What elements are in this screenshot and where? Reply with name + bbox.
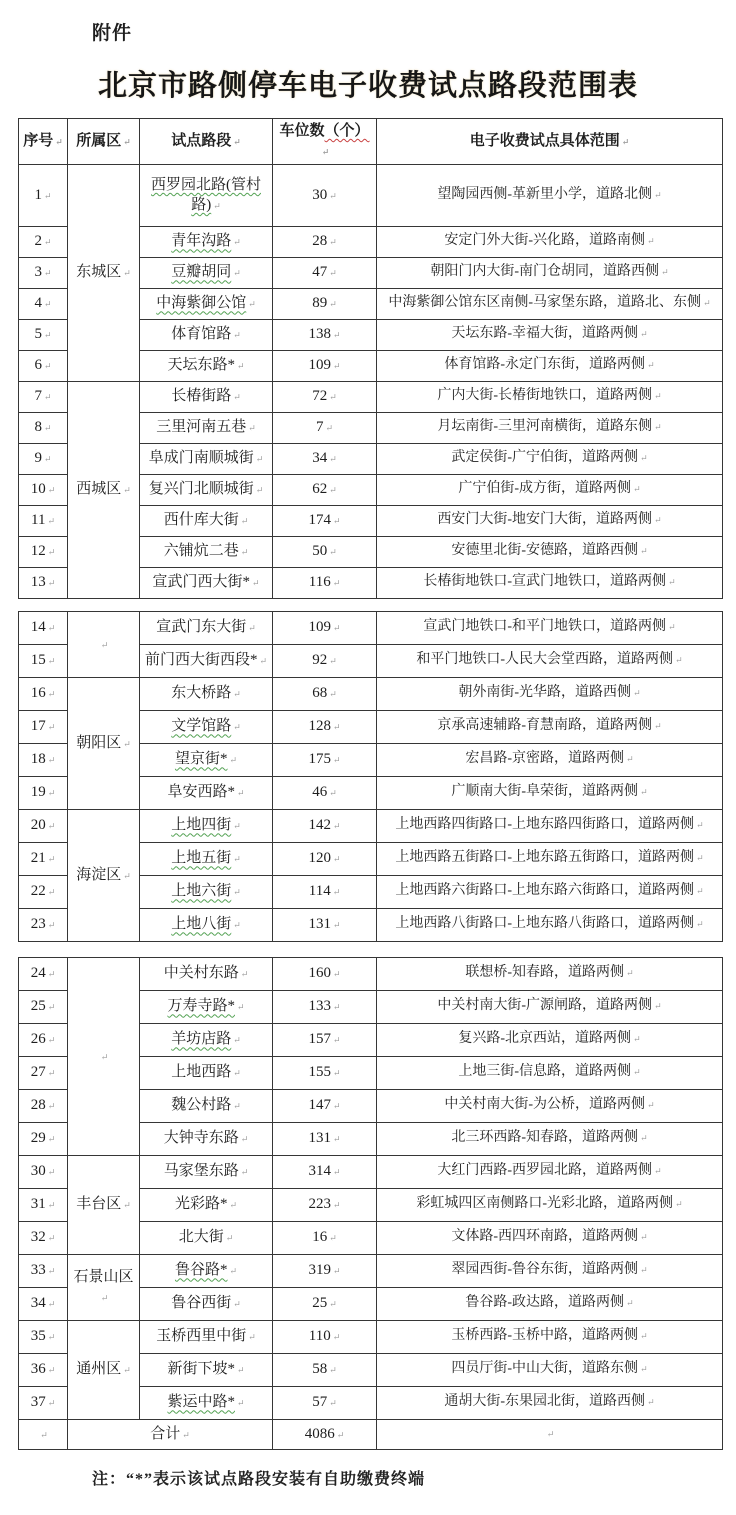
attachment-label: 附件 — [92, 23, 133, 44]
range-cell: 上地西路五街路口-上地东路五街路口，道路两侧 ↵ — [377, 842, 723, 875]
road-name: 体育馆路 — [171, 326, 232, 343]
seq-cell: 27 ↵ — [19, 1056, 68, 1089]
road-name: 六铺炕二巷 — [163, 543, 239, 560]
total-seq-cell — [19, 1419, 68, 1449]
table-row-20 — [19, 809, 723, 842]
road-cell — [140, 1122, 273, 1155]
spaces-cell: 155 ↵ — [273, 1056, 377, 1089]
seq-cell: 3 ↵ — [19, 257, 68, 288]
road-name: 西罗园北路(管村路) — [151, 176, 261, 213]
seq-cell: 17 ↵ — [19, 710, 68, 743]
seq-cell: 35 ↵ — [19, 1320, 68, 1353]
seq-cell: 33 ↵ — [19, 1254, 68, 1287]
seq-cell: 23 ↵ — [19, 908, 68, 941]
range-cell: 天坛东路-幸福大街，道路两侧 ↵ — [377, 319, 723, 350]
spaces-cell: 319 ↵ — [273, 1254, 377, 1287]
range-cell: 宣武门地铁口-和平门地铁口，道路两侧 ↵ — [377, 611, 723, 644]
road-name: 文学馆路 — [171, 718, 232, 735]
spaces-cell: 50 ↵ — [273, 536, 377, 567]
seq-cell: 11 ↵ — [19, 505, 68, 536]
spaces-cell: 89 ↵ — [273, 288, 377, 319]
road-cell — [140, 1254, 273, 1287]
spaces-cell: 30 ↵ — [273, 164, 377, 226]
road-cell — [140, 875, 273, 908]
road-cell — [140, 536, 273, 567]
seq-cell: 36 ↵ — [19, 1353, 68, 1386]
spaces-cell: 58 ↵ — [273, 1353, 377, 1386]
seq-cell: 25 ↵ — [19, 990, 68, 1023]
range-cell: 京承高速辅路-育慧南路，道路两侧 ↵ — [377, 710, 723, 743]
range-cell: 安定门外大街-兴化路，道路南侧 ↵ — [377, 226, 723, 257]
range-cell: 中海紫御公馆东区南侧-马家堡东路，道路北、东侧 ↵ — [377, 288, 723, 319]
road-cell — [140, 226, 273, 257]
road-cell — [140, 505, 273, 536]
road-cell — [140, 1023, 273, 1056]
total-row — [19, 1419, 723, 1449]
road-name: 青年沟路 — [171, 233, 232, 250]
table-row-33 — [19, 1254, 723, 1287]
range-cell: 广内大街-长椿街地铁口，道路两侧 ↵ — [377, 381, 723, 412]
district-cell: 丰台区 ↵ — [68, 1155, 140, 1254]
table-row-7 — [19, 381, 723, 412]
spaces-cell: 314 ↵ — [273, 1155, 377, 1188]
road-name: 阜安西路* — [167, 784, 235, 801]
table-row-14 — [19, 611, 723, 644]
column-header-2 — [68, 119, 140, 165]
road-cell — [140, 1320, 273, 1353]
range-cell: 月坛南街-三里河南横街，道路东侧 ↵ — [377, 412, 723, 443]
road-cell — [140, 743, 273, 776]
road-name: 新街下坡* — [167, 1361, 235, 1378]
spaces-cell: 120 ↵ — [273, 842, 377, 875]
road-name: 天坛东路* — [167, 357, 235, 374]
district-cell — [68, 957, 140, 1155]
district-cell: 朝阳区 ↵ — [68, 677, 140, 809]
road-name: 宣武门东大街 — [156, 619, 247, 636]
table-block-3 — [18, 957, 723, 1450]
spaces-cell: 68 ↵ — [273, 677, 377, 710]
road-cell — [140, 1089, 273, 1122]
column-header-label: 电子收费试点具体范围 — [469, 133, 620, 150]
road-cell — [140, 164, 273, 226]
column-header-5 — [377, 119, 723, 165]
road-cell — [140, 381, 273, 412]
spaces-cell: 157 ↵ — [273, 1023, 377, 1056]
table-block-1 — [18, 118, 723, 599]
road-name: 长椿街路 — [171, 388, 232, 405]
seq-cell: 26 ↵ — [19, 1023, 68, 1056]
page-title: 北京市路侧停车电子收费试点路段范围表 — [97, 70, 638, 102]
spaces-cell: 46 ↵ — [273, 776, 377, 809]
range-cell: 望陶园西侧-革新里小学，道路北侧 ↵ — [377, 164, 723, 226]
table-row-24 — [19, 957, 723, 990]
road-cell — [140, 710, 273, 743]
seq-cell: 32 ↵ — [19, 1221, 68, 1254]
range-cell: 彩虹城四区南侧路口-光彩北路，道路两侧 ↵ — [377, 1188, 723, 1221]
road-cell — [140, 990, 273, 1023]
road-cell — [140, 677, 273, 710]
spaces-cell: 131 ↵ — [273, 908, 377, 941]
column-header-label: 所属区 — [76, 133, 122, 150]
road-name: 西什库大街 — [163, 512, 239, 529]
road-name: 东大桥路 — [171, 685, 232, 702]
seq-cell: 22 ↵ — [19, 875, 68, 908]
road-cell — [140, 1056, 273, 1089]
road-name: 光彩路* — [174, 1196, 228, 1213]
road-name: 羊坊店路 — [171, 1031, 232, 1048]
spaces-cell: 160 ↵ — [273, 957, 377, 990]
seq-cell: 18 ↵ — [19, 743, 68, 776]
road-name: 大钟寺东路 — [163, 1130, 239, 1147]
seq-cell: 34 ↵ — [19, 1287, 68, 1320]
road-cell — [140, 1155, 273, 1188]
range-cell: 上地西路八街路口-上地东路八街路口，道路两侧 ↵ — [377, 908, 723, 941]
range-cell: 和平门地铁口-人民大会堂西路，道路两侧 ↵ — [377, 644, 723, 677]
district-cell — [68, 611, 140, 677]
road-cell — [140, 957, 273, 990]
road-name: 上地西路 — [171, 1064, 232, 1081]
seq-cell: 16 ↵ — [19, 677, 68, 710]
road-cell — [140, 350, 273, 381]
spaces-cell: 175 ↵ — [273, 743, 377, 776]
district-cell: 东城区 ↵ — [68, 164, 140, 381]
road-name: 中海紫御公馆 — [156, 295, 247, 312]
road-name: 北大街 — [178, 1229, 224, 1246]
column-header-3 — [140, 119, 273, 165]
range-cell: 体育馆路-永定门东街，道路两侧 ↵ — [377, 350, 723, 381]
road-name: 玉桥西里中街 — [156, 1328, 247, 1345]
footnote: 注：“*”表示该试点路段安装有自助缴费终端 — [92, 1470, 426, 1488]
seq-cell: 7 ↵ — [19, 381, 68, 412]
seq-cell: 19 ↵ — [19, 776, 68, 809]
seq-cell: 13 ↵ — [19, 567, 68, 598]
road-name: 复兴门北顺城街 — [148, 481, 254, 498]
seq-cell: 4 ↵ — [19, 288, 68, 319]
spaces-cell: 109 ↵ — [273, 350, 377, 381]
seq-cell: 8 ↵ — [19, 412, 68, 443]
column-header-unit: （个） — [324, 123, 370, 139]
seq-cell: 9 ↵ — [19, 443, 68, 474]
range-cell: 翠园西街-鲁谷东街，道路两侧 ↵ — [377, 1254, 723, 1287]
column-header-label: 试点路段 — [171, 133, 232, 150]
seq-cell: 24 ↵ — [19, 957, 68, 990]
range-cell: 上地三街-信息路，道路两侧 ↵ — [377, 1056, 723, 1089]
road-name: 紫运中路* — [167, 1394, 235, 1411]
range-cell: 联想桥-知春路，道路两侧 ↵ — [377, 957, 723, 990]
seq-cell: 21 ↵ — [19, 842, 68, 875]
road-name: 望京街* — [174, 751, 228, 768]
spaces-cell: 138 ↵ — [273, 319, 377, 350]
road-cell — [140, 1221, 273, 1254]
spaces-cell: 57 ↵ — [273, 1386, 377, 1419]
road-cell — [140, 809, 273, 842]
range-cell: 上地西路六街路口-上地东路六街路口，道路两侧 ↵ — [377, 875, 723, 908]
spaces-cell: 92 ↵ — [273, 644, 377, 677]
range-cell: 长椿街地铁口-宣武门地铁口，道路两侧 ↵ — [377, 567, 723, 598]
seq-cell: 12 ↵ — [19, 536, 68, 567]
district-cell: 海淀区 ↵ — [68, 809, 140, 941]
road-name: 上地八街 — [171, 916, 232, 933]
range-cell: 文体路-西四环南路，道路两侧 ↵ — [377, 1221, 723, 1254]
road-cell — [140, 257, 273, 288]
spaces-cell: 34 ↵ — [273, 443, 377, 474]
range-cell: 广顺南大街-阜荣街，道路两侧 ↵ — [377, 776, 723, 809]
spaces-cell: 131 ↵ — [273, 1122, 377, 1155]
road-name: 前门西大街西段* — [144, 652, 258, 669]
range-cell: 中关村南大街-为公桥，道路两侧 ↵ — [377, 1089, 723, 1122]
spaces-cell: 128 ↵ — [273, 710, 377, 743]
range-cell: 上地西路四街路口-上地东路四街路口，道路两侧 ↵ — [377, 809, 723, 842]
range-cell: 大红门西路-西罗园北路，道路两侧 ↵ — [377, 1155, 723, 1188]
table-block-2 — [18, 611, 723, 942]
road-name: 万寿寺路* — [167, 998, 235, 1015]
spaces-cell: 110 ↵ — [273, 1320, 377, 1353]
range-cell: 安德里北街-安德路，道路西侧 ↵ — [377, 536, 723, 567]
spaces-cell: 25 ↵ — [273, 1287, 377, 1320]
seq-cell: 30 ↵ — [19, 1155, 68, 1188]
seq-cell: 6 ↵ — [19, 350, 68, 381]
table-row-35 — [19, 1320, 723, 1353]
range-cell: 四员厅街-中山大街，道路东侧 ↵ — [377, 1353, 723, 1386]
road-name: 豆瓣胡同 — [171, 264, 232, 281]
seq-cell: 5 ↵ — [19, 319, 68, 350]
district-cell: 通州区 ↵ — [68, 1320, 140, 1419]
total-range-cell — [377, 1419, 723, 1449]
range-cell: 朝外南街-光华路，道路西侧 ↵ — [377, 677, 723, 710]
spaces-cell: 47 ↵ — [273, 257, 377, 288]
total-label-cell: 合计 ↵ — [68, 1419, 273, 1449]
table-row-30 — [19, 1155, 723, 1188]
column-header-1 — [19, 119, 68, 165]
seq-cell: 1 ↵ — [19, 164, 68, 226]
seq-cell: 20 ↵ — [19, 809, 68, 842]
range-cell: 西安门大街-地安门大街，道路两侧 ↵ — [377, 505, 723, 536]
range-cell: 玉桥西路-玉桥中路，道路两侧 ↵ — [377, 1320, 723, 1353]
spaces-cell: 174 ↵ — [273, 505, 377, 536]
column-header-label: 序号 — [23, 133, 54, 150]
spaces-cell: 147 ↵ — [273, 1089, 377, 1122]
seq-cell: 31 ↵ — [19, 1188, 68, 1221]
road-cell — [140, 319, 273, 350]
range-cell: 北三环西路-知春路，道路两侧 ↵ — [377, 1122, 723, 1155]
road-cell — [140, 611, 273, 644]
road-cell — [140, 567, 273, 598]
spaces-cell: 72 ↵ — [273, 381, 377, 412]
road-cell — [140, 1287, 273, 1320]
total-value-cell: 4086 ↵ — [273, 1419, 377, 1449]
range-cell: 通胡大街-东果园北街，道路西侧 ↵ — [377, 1386, 723, 1419]
spaces-cell: 109 ↵ — [273, 611, 377, 644]
spaces-cell: 28 ↵ — [273, 226, 377, 257]
seq-cell: 15 ↵ — [19, 644, 68, 677]
road-name: 上地六街 — [171, 883, 232, 900]
range-cell: 朝阳门内大街-南门仓胡同，道路西侧 ↵ — [377, 257, 723, 288]
seq-cell: 14 ↵ — [19, 611, 68, 644]
road-name: 鲁谷西街 — [171, 1295, 232, 1312]
seq-cell: 2 ↵ — [19, 226, 68, 257]
column-header-label: 车位数 — [279, 123, 325, 139]
road-name: 中关村东路 — [163, 965, 239, 982]
spaces-cell: 114 ↵ — [273, 875, 377, 908]
district-cell: 石景山区 ↵ — [68, 1254, 140, 1320]
seq-cell: 28 ↵ — [19, 1089, 68, 1122]
road-name: 魏公村路 — [171, 1097, 232, 1114]
road-name: 阜成门南顺城街 — [148, 450, 254, 467]
road-name: 三里河南五巷 — [156, 419, 247, 436]
road-cell — [140, 1386, 273, 1419]
road-cell — [140, 644, 273, 677]
spaces-cell: 142 ↵ — [273, 809, 377, 842]
road-name: 上地五街 — [171, 850, 232, 867]
road-cell — [140, 474, 273, 505]
spaces-cell: 223 ↵ — [273, 1188, 377, 1221]
district-cell: 西城区 ↵ — [68, 381, 140, 598]
range-cell: 鲁谷路-政达路，道路两侧 ↵ — [377, 1287, 723, 1320]
range-cell: 复兴路-北京西站，道路两侧 ↵ — [377, 1023, 723, 1056]
seq-cell: 10 ↵ — [19, 474, 68, 505]
road-name: 宣武门西大街* — [152, 574, 250, 591]
road-cell — [140, 776, 273, 809]
range-cell: 宏昌路-京密路，道路两侧 ↵ — [377, 743, 723, 776]
road-cell — [140, 412, 273, 443]
spaces-cell: 133 ↵ — [273, 990, 377, 1023]
range-cell: 武定侯街-广宁伯街，道路两侧 ↵ — [377, 443, 723, 474]
road-name: 上地四街 — [171, 817, 232, 834]
spaces-cell: 116 ↵ — [273, 567, 377, 598]
road-name: 鲁谷路* — [174, 1262, 228, 1279]
road-cell — [140, 908, 273, 941]
road-cell — [140, 288, 273, 319]
table-row-1 — [19, 164, 723, 226]
road-cell — [140, 443, 273, 474]
range-cell: 中关村南大街-广源闸路，道路两侧 ↵ — [377, 990, 723, 1023]
spaces-cell: 16 ↵ — [273, 1221, 377, 1254]
spaces-cell: 7 ↵ — [273, 412, 377, 443]
range-cell: 广宁伯街-成方街，道路两侧 ↵ — [377, 474, 723, 505]
pilot-road-table-area — [0, 118, 736, 1450]
table-row-16 — [19, 677, 723, 710]
spaces-cell: 62 ↵ — [273, 474, 377, 505]
seq-cell: 29 ↵ — [19, 1122, 68, 1155]
column-header-4 — [273, 119, 377, 165]
road-cell — [140, 842, 273, 875]
road-name: 马家堡东路 — [163, 1163, 239, 1180]
seq-cell: 37 ↵ — [19, 1386, 68, 1419]
road-cell — [140, 1353, 273, 1386]
header-row — [19, 119, 723, 165]
road-cell — [140, 1188, 273, 1221]
